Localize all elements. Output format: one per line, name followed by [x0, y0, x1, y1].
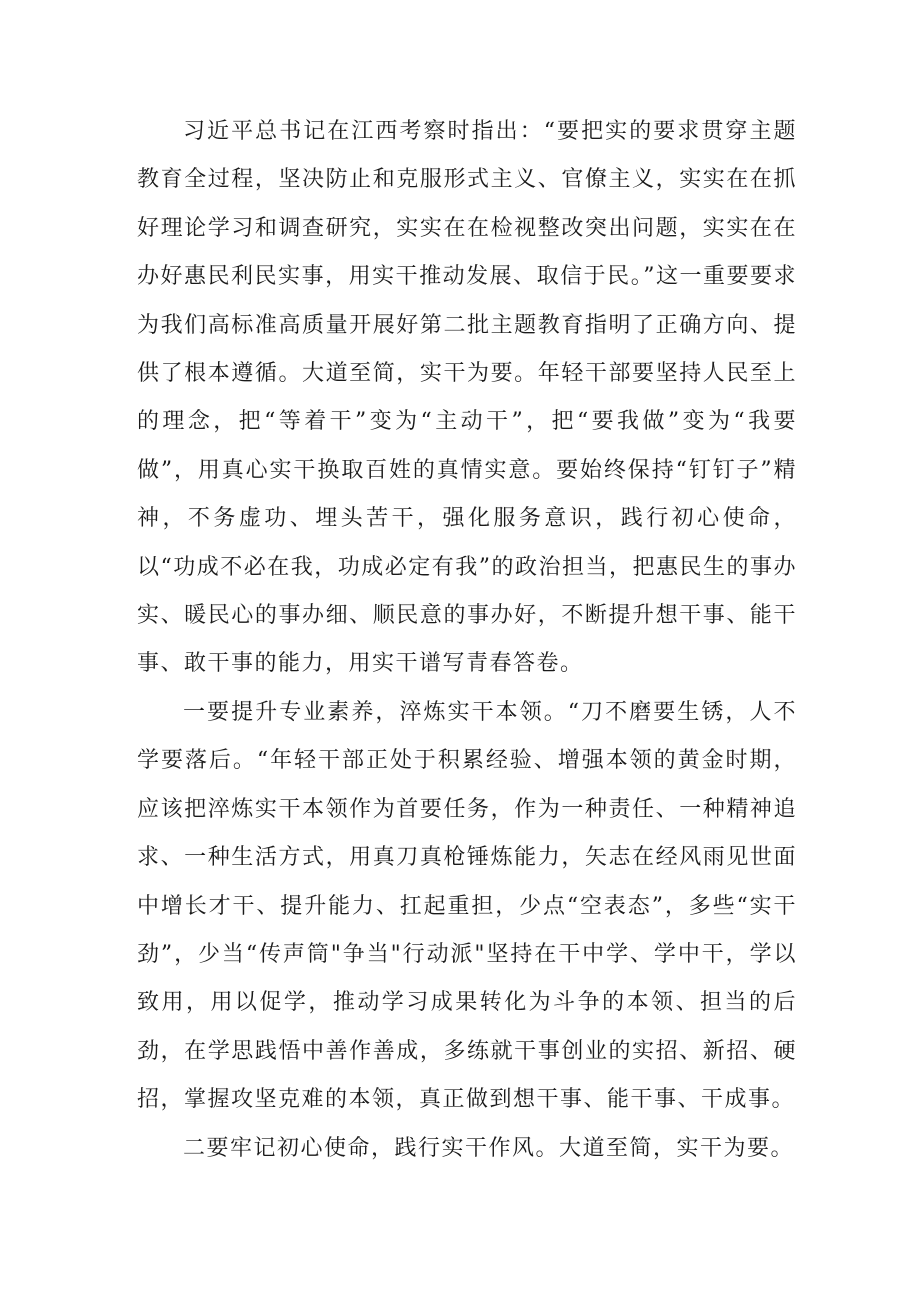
paragraph-intro: 习近平总书记在江西考察时指出：“要把实的要求贯穿主题教育全过程，坚决防止和克服形式主义、官僚主义，实实在在抓好理论学习和调查研究，实实在在检视整改突出问题，实实在在办好惠民利民实事，用实干推动发展、取信于民。”这一重要要求为我们高标准高质量开展好第二批主题教育指明了正确方向、提供了根本遵循。大道至简，实干为要。年轻干部要坚持人民至上的理念，把“等着干”变为“主动干”，把“要我做”变为“我要做”，用真心实干换取百姓的真情实意。要始终保持“钉钉子”精神，不务虚功、埋头苦干，强化服务意识，践行初心使命，以“功成不必在我，功成必定有我”的政治担当，把惠民生的事办实、暖民心的事办细、顺民意的事办好，不断提升想干事、能干事、敢干事的能力，用实干谱写青春答卷。: [137, 119, 797, 677]
paragraph-point-one: 一要提升专业素养，淬炼实干本领。“刀不磨要生锈，人不学要落后。“年轻干部正处于积累经验、增强本领的黄金时期，应该把淬炼实干本领作为首要任务，作为一种责任、一种精神追求、一种生活方式，用真刀真枪锤炼能力，矢志在经风雨见世面中增长才干、提升能力、扛起重担，少点“空表态”，多些“实干劲”，少当“传声筒"争当"行动派"坚持在干中学、学中干，学以致用，用以促学，推动学习成果转化为斗争的本领、担当的后劲，在学思践悟中善作善成，多练就干事创业的实招、新招、硬招，掌握攻坚克难的本领，真正做到想干事、能干事、干成事。: [137, 699, 797, 1113]
paragraph-point-two: 二要牢记初心使命，践行实干作风。大道至简，实干为要。: [183, 1135, 795, 1161]
document-body: [137, 108, 797, 1173]
